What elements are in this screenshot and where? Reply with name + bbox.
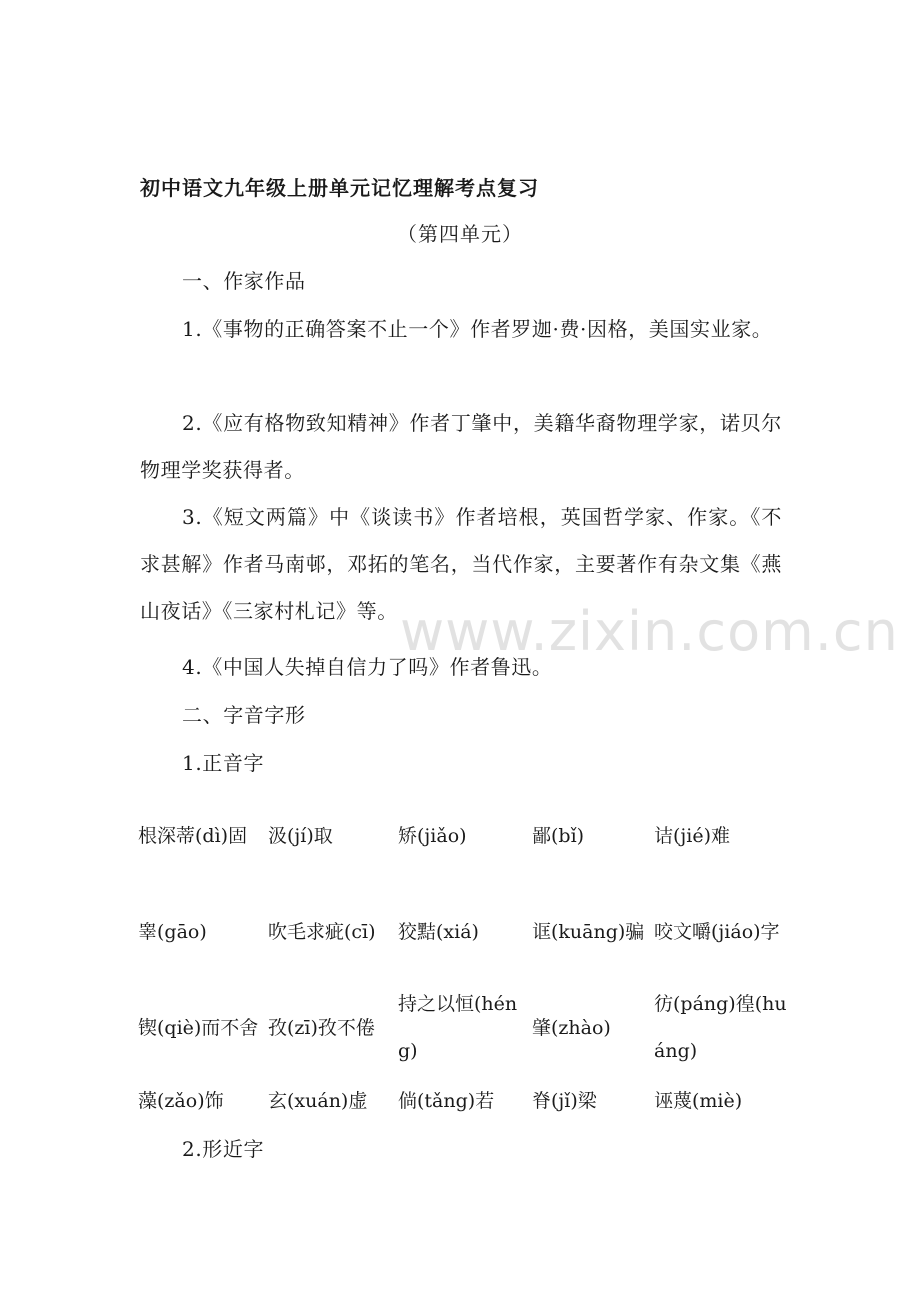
word-cell: 藻(zǎo)饰 bbox=[138, 1089, 224, 1112]
section-heading-pronunciation: 二、字音字形 bbox=[182, 703, 306, 727]
word-cell: 睾(gāo) bbox=[138, 920, 207, 943]
author-item-3: 3.《短文两篇》中《谈读书》作者培根，英国哲学家、作家。《不求甚解》作者马南邨，邓拓的笔名，当代作家，主要著作有杂文集《燕山夜话》《三家村札记》等。 bbox=[140, 505, 782, 623]
section-heading-authors: 一、作家作品 bbox=[182, 269, 306, 293]
watermark: www.zixin.com.cn bbox=[400, 600, 899, 663]
word-cell: 诓(kuāng)骗 bbox=[532, 920, 645, 943]
word-cell: 孜(zī)孜不倦 bbox=[268, 1016, 375, 1039]
word-cell: 倘(tǎng)若 bbox=[398, 1089, 495, 1112]
word-cell: 根深蒂(dì)固 bbox=[138, 824, 248, 847]
author-item-1: 1.《事物的正确答案不止一个》作者罗迦·费·因格，美国实业家。 bbox=[182, 317, 773, 341]
word-cell: 玄(xuán)虚 bbox=[268, 1089, 368, 1112]
word-cell: 汲(jí)取 bbox=[268, 824, 333, 847]
word-cell: 彷(páng)徨(huáng) bbox=[654, 993, 787, 1062]
word-cell: 锲(qiè)而不舍 bbox=[138, 1016, 259, 1039]
word-cell: 矫(jiǎo) bbox=[398, 824, 467, 847]
word-cell: 咬文嚼(jiáo)字 bbox=[654, 920, 780, 943]
unit-subtitle: （第四单元） bbox=[397, 222, 523, 246]
word-cell: 鄙(bǐ) bbox=[532, 824, 585, 847]
word-cell: 脊(jǐ)梁 bbox=[532, 1089, 597, 1112]
word-cell: 诘(jié)难 bbox=[654, 824, 731, 847]
author-item-4: 4.《中国人失掉自信力了吗》作者鲁迅。 bbox=[182, 655, 553, 679]
word-cell: 吹毛求疵(cī) bbox=[268, 920, 376, 943]
pronunciation-table bbox=[138, 788, 788, 1126]
word-cell: 肇(zhào) bbox=[532, 1016, 611, 1039]
word-cell: 持之以恒(héng) bbox=[398, 993, 518, 1062]
subheading-correct-pronunciation: 1.正音字 bbox=[182, 751, 265, 775]
subheading-similar-characters: 2.形近字 bbox=[182, 1137, 265, 1161]
author-item-2: 2.《应有格物致知精神》作者丁肇中，美籍华裔物理学家，诺贝尔物理学奖获得者。 bbox=[140, 411, 782, 482]
word-cell: 狡黠(xiá) bbox=[398, 920, 479, 943]
word-cell: 诬蔑(miè) bbox=[654, 1089, 743, 1112]
document-title: 初中语文九年级上册单元记忆理解考点复习 bbox=[140, 176, 539, 200]
